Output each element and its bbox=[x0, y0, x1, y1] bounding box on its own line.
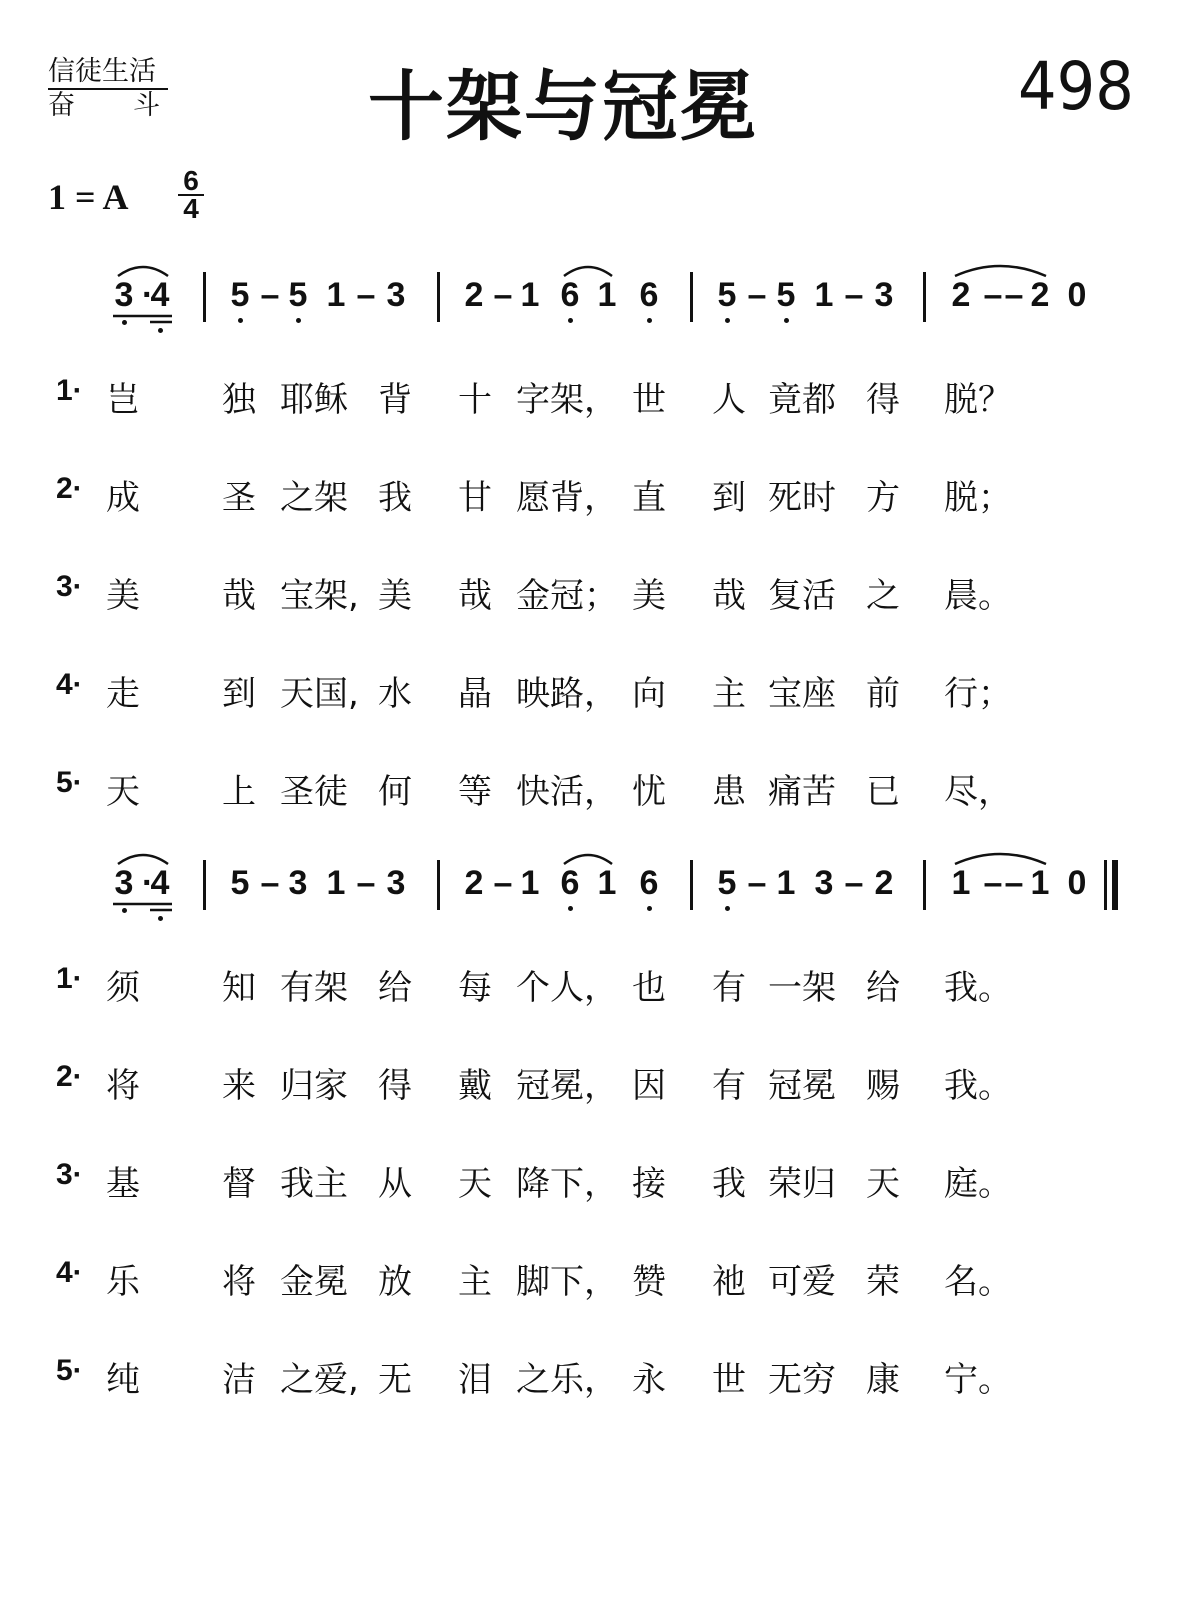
lyric-syllable: 之爱, bbox=[280, 1360, 359, 1400]
note: 0 bbox=[1067, 276, 1087, 314]
hymn-title: 十架与冠冕 bbox=[368, 62, 758, 151]
lyric-syllable: 美 bbox=[106, 576, 140, 616]
lyric-syllable: 有架 bbox=[280, 968, 348, 1008]
lyric-syllable: 背 bbox=[378, 380, 412, 420]
time-signature-bottom: 4 bbox=[178, 194, 204, 222]
lyric-syllable: 之架 bbox=[280, 478, 348, 518]
lyric-syllable: 脚下， bbox=[516, 1262, 618, 1302]
key-signature: 1 = A bbox=[48, 177, 129, 217]
lyric-syllable: 我。 bbox=[944, 1066, 1012, 1106]
note: 3 bbox=[386, 864, 406, 902]
lyric-syllable: 已 bbox=[866, 772, 900, 812]
lyric-syllable: 行； bbox=[944, 674, 1012, 714]
note: – bbox=[493, 276, 513, 314]
lyric-syllable: 甘 bbox=[458, 478, 492, 518]
note: 6 bbox=[560, 864, 580, 902]
lyric-syllable: 脱？ bbox=[944, 380, 1012, 420]
lyric-syllable: 洁 bbox=[222, 1360, 256, 1400]
lyric-syllable: 赐 bbox=[866, 1066, 900, 1106]
verse-number: 4· bbox=[56, 1256, 83, 1289]
verse-number: 4· bbox=[56, 668, 83, 701]
note: 5 bbox=[288, 276, 308, 314]
note: 2 bbox=[1030, 276, 1050, 314]
lyric-syllable: 患 bbox=[712, 772, 746, 812]
lyric-syllable: 愿背， bbox=[516, 478, 618, 518]
lyric-syllable: 金冠； bbox=[516, 576, 618, 616]
note: – bbox=[747, 864, 767, 902]
note: 2 bbox=[951, 276, 971, 314]
verse-number: 3· bbox=[56, 570, 83, 603]
lyric-syllable: 归家 bbox=[280, 1066, 348, 1106]
note: 0 bbox=[1067, 864, 1087, 902]
lyric-syllable: 向 bbox=[632, 674, 666, 714]
note: – bbox=[260, 864, 280, 902]
note: – bbox=[983, 276, 1003, 314]
verse-number: 5· bbox=[56, 1354, 83, 1387]
pickup-note: · bbox=[142, 864, 154, 902]
lyric-syllable: 耶稣 bbox=[280, 380, 348, 420]
note: – bbox=[493, 864, 513, 902]
note: 6 bbox=[639, 864, 659, 902]
verse-number: 2· bbox=[56, 1060, 83, 1093]
lyric-syllable: 来 bbox=[222, 1066, 256, 1106]
lyric-syllable: 宝座 bbox=[768, 674, 836, 714]
lyric-syllable: 无穷 bbox=[768, 1360, 836, 1400]
pickup-note: 3 bbox=[114, 276, 134, 314]
lyric-syllable: 我主 bbox=[280, 1164, 348, 1204]
lyric-syllable: 到 bbox=[222, 674, 256, 714]
pickup-note: 4 bbox=[150, 276, 170, 314]
note: 1 bbox=[520, 864, 540, 902]
note: 1 bbox=[326, 276, 346, 314]
note: 3 bbox=[874, 276, 894, 314]
note: 5 bbox=[230, 276, 250, 314]
lyric-syllable: 知 bbox=[222, 968, 256, 1008]
lyric-syllable: 主 bbox=[712, 674, 746, 714]
lyric-syllable: 独 bbox=[222, 380, 256, 420]
lyric-syllable: 乐 bbox=[106, 1262, 140, 1302]
note: 5 bbox=[717, 864, 737, 902]
lyric-syllable: 天国, bbox=[280, 674, 359, 714]
lyric-syllable: 尽， bbox=[944, 772, 1012, 812]
note: 6 bbox=[639, 276, 659, 314]
lyric-syllable: 将 bbox=[106, 1066, 140, 1106]
lyric-syllable: 给 bbox=[378, 968, 412, 1008]
lyric-syllable: 名。 bbox=[944, 1262, 1012, 1302]
lyric-syllable: 走 bbox=[106, 674, 140, 714]
note: – bbox=[983, 864, 1003, 902]
lyric-syllable: 得 bbox=[866, 380, 900, 420]
hymn-number: 498 bbox=[1018, 48, 1134, 125]
note: – bbox=[1004, 864, 1024, 902]
category-main: 信徒生活 bbox=[48, 56, 168, 90]
note: 1 bbox=[814, 276, 834, 314]
lyric-syllable: 荣 bbox=[866, 1262, 900, 1302]
category-sub-2: 斗 bbox=[133, 90, 160, 121]
lyric-syllable: 上 bbox=[222, 772, 256, 812]
lyric-syllable: 哉 bbox=[712, 576, 746, 616]
lyric-syllable: 快活， bbox=[516, 772, 618, 812]
lyric-syllable: 冠冕， bbox=[516, 1066, 618, 1106]
pickup-note: · bbox=[142, 276, 154, 314]
note: 5 bbox=[776, 276, 796, 314]
note: 2 bbox=[464, 864, 484, 902]
pickup-note: 3 bbox=[114, 864, 134, 902]
lyric-syllable: 之乐， bbox=[516, 1360, 618, 1400]
note: 1 bbox=[326, 864, 346, 902]
note: 1 bbox=[520, 276, 540, 314]
lyric-syllable: 直 bbox=[632, 478, 666, 518]
time-signature-top: 6 bbox=[183, 165, 199, 196]
note: 3 bbox=[814, 864, 834, 902]
lyric-syllable: 无 bbox=[378, 1360, 412, 1400]
lyric-syllable: 美 bbox=[378, 576, 412, 616]
lyric-syllable: 等 bbox=[458, 772, 492, 812]
lyric-syllable: 接 bbox=[632, 1164, 666, 1204]
lyric-syllable: 从 bbox=[378, 1164, 412, 1204]
lyric-syllable: 世 bbox=[712, 1360, 746, 1400]
lyric-syllable: 成 bbox=[106, 478, 140, 518]
lyric-syllable: 督 bbox=[222, 1164, 256, 1204]
lyric-syllable: 有 bbox=[712, 968, 746, 1008]
lyric-syllable: 晶 bbox=[458, 674, 492, 714]
note: – bbox=[356, 276, 376, 314]
lyric-syllable: 映路， bbox=[516, 674, 618, 714]
lyric-syllable: 宁。 bbox=[944, 1360, 1012, 1400]
lyric-syllable: 降下， bbox=[516, 1164, 618, 1204]
lyric-syllable: 给 bbox=[866, 968, 900, 1008]
lyric-syllable: 个人， bbox=[516, 968, 618, 1008]
lyric-syllable: 赞 bbox=[632, 1262, 666, 1302]
lyric-syllable: 圣徒 bbox=[280, 772, 348, 812]
note: 2 bbox=[874, 864, 894, 902]
lyric-syllable: 庭。 bbox=[944, 1164, 1012, 1204]
lyric-syllable: 基 bbox=[106, 1164, 140, 1204]
note: 6 bbox=[560, 276, 580, 314]
lyric-syllable: 宝架, bbox=[280, 576, 359, 616]
verse-number: 5· bbox=[56, 766, 83, 799]
lyric-syllable: 康 bbox=[866, 1360, 900, 1400]
lyric-syllable: 岂 bbox=[106, 380, 140, 420]
lyric-syllable: 将 bbox=[222, 1262, 256, 1302]
note: – bbox=[844, 276, 864, 314]
lyric-syllable: 哉 bbox=[222, 576, 256, 616]
lyric-syllable: 天 bbox=[106, 772, 140, 812]
lyric-syllable: 何 bbox=[378, 772, 412, 812]
lyric-syllable: 人 bbox=[712, 380, 746, 420]
lyric-syllable: 方 bbox=[866, 478, 900, 518]
verse-number: 2· bbox=[56, 472, 83, 505]
note: – bbox=[356, 864, 376, 902]
note: 1 bbox=[1030, 864, 1050, 902]
lyric-syllable: 我 bbox=[378, 478, 412, 518]
lyric-syllable: 纯 bbox=[106, 1360, 140, 1400]
lyric-syllable: 有 bbox=[712, 1066, 746, 1106]
lyric-syllable: 死时 bbox=[768, 478, 836, 518]
lyric-syllable: 祂 bbox=[712, 1262, 746, 1302]
note: 1 bbox=[597, 864, 617, 902]
lyric-syllable: 十 bbox=[458, 380, 492, 420]
lyric-syllable: 永 bbox=[632, 1360, 666, 1400]
lyric-syllable: 须 bbox=[106, 968, 140, 1008]
lyric-syllable: 荣归 bbox=[768, 1164, 836, 1204]
note: 5 bbox=[230, 864, 250, 902]
lyric-syllable: 世 bbox=[632, 380, 666, 420]
note: 1 bbox=[597, 276, 617, 314]
note: 2 bbox=[464, 276, 484, 314]
note: 3 bbox=[288, 864, 308, 902]
lyric-syllable: 脱； bbox=[944, 478, 1012, 518]
verse-number: 1· bbox=[56, 962, 83, 995]
lyric-syllable: 戴 bbox=[458, 1066, 492, 1106]
lyric-syllable: 天 bbox=[866, 1164, 900, 1204]
lyric-syllable: 冠冕 bbox=[768, 1066, 836, 1106]
lyric-syllable: 主 bbox=[458, 1262, 492, 1302]
lyric-syllable: 我 bbox=[712, 1164, 746, 1204]
note: 1 bbox=[951, 864, 971, 902]
lyric-syllable: 之 bbox=[866, 576, 900, 616]
lyric-syllable: 也 bbox=[632, 968, 666, 1008]
note: 5 bbox=[717, 276, 737, 314]
lyric-syllable: 泪 bbox=[458, 1360, 492, 1400]
lyric-syllable: 圣 bbox=[222, 478, 256, 518]
lyric-syllable: 前 bbox=[866, 674, 900, 714]
pickup-note: 4 bbox=[150, 864, 170, 902]
lyric-syllable: 复活 bbox=[768, 576, 836, 616]
note: 1 bbox=[776, 864, 796, 902]
lyric-syllable: 哉 bbox=[458, 576, 492, 616]
note: – bbox=[844, 864, 864, 902]
lyric-syllable: 忧 bbox=[632, 772, 666, 812]
note: – bbox=[1004, 276, 1024, 314]
lyric-syllable: 字架， bbox=[516, 380, 618, 420]
category-sub-1: 奋 bbox=[48, 90, 75, 121]
lyric-syllable: 水 bbox=[378, 674, 412, 714]
lyric-syllable: 痛苦 bbox=[768, 772, 836, 812]
lyric-syllable: 因 bbox=[632, 1066, 666, 1106]
lyric-syllable: 一架 bbox=[768, 968, 836, 1008]
note: 3 bbox=[386, 276, 406, 314]
lyric-syllable: 每 bbox=[458, 968, 492, 1008]
lyric-syllable: 金冕 bbox=[280, 1262, 348, 1302]
note: – bbox=[747, 276, 767, 314]
lyric-syllable: 我。 bbox=[944, 968, 1012, 1008]
note: – bbox=[260, 276, 280, 314]
lyric-syllable: 放 bbox=[378, 1262, 412, 1302]
lyric-syllable: 可爱 bbox=[768, 1262, 836, 1302]
lyric-syllable: 竟都 bbox=[768, 380, 836, 420]
lyric-syllable: 得 bbox=[378, 1066, 412, 1106]
verse-number: 3· bbox=[56, 1158, 83, 1191]
lyric-syllable: 晨。 bbox=[944, 576, 1012, 616]
lyric-syllable: 到 bbox=[712, 478, 746, 518]
verse-number: 1· bbox=[56, 374, 83, 407]
lyric-syllable: 天 bbox=[458, 1164, 492, 1204]
lyric-syllable: 美 bbox=[632, 576, 666, 616]
